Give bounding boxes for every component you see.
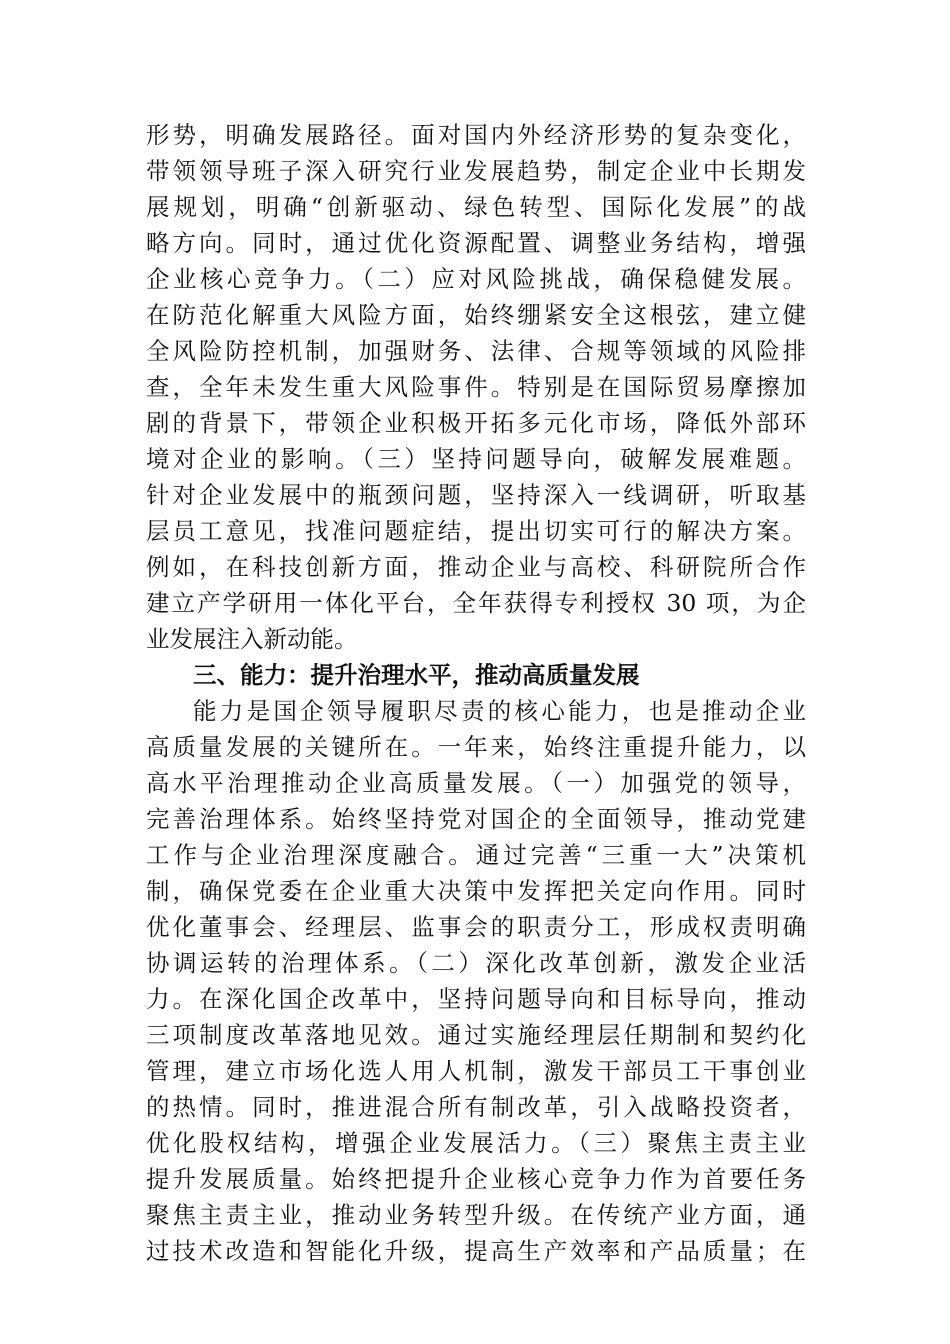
text-line: 高水平治理推动企业高质量发展。（一）加强党的领导， <box>146 769 806 797</box>
text-line: 全风险防控机制，加强财务、法律、合规等领域的风险排 <box>146 337 806 365</box>
section-heading: 三、能力：提升治理水平，推动高质量发展 <box>193 661 640 689</box>
text-line: 三项制度改革落地见效。通过实施经理层任期制和契约化 <box>146 1021 806 1049</box>
text-line: 在防范化解重大风险方面，始终绷紧安全这根弦，建立健 <box>146 301 806 329</box>
text-line: 工作与企业治理深度融合。通过完善“三重一大”决策机 <box>146 841 806 869</box>
text-line: 制，确保党委在企业重大决策中发挥把关定向作用。同时 <box>146 877 806 905</box>
text-line: 建立产学研用一体化平台，全年获得专利授权 30 项，为企 <box>146 589 806 617</box>
text-line: 查，全年未发生重大风险事件。特别是在国际贸易摩擦加 <box>146 373 806 401</box>
paragraph-1 <box>146 117 806 657</box>
text-line: 企业核心竞争力。（二）应对风险挑战，确保稳健发展。 <box>146 265 806 293</box>
text-line: 高质量发展的关键所在。一年来，始终注重提升能力，以 <box>146 733 806 761</box>
text-line: 形势，明确发展路径。面对国内外经济形势的复杂变化， <box>146 121 806 149</box>
text-line: 力。在深化国企改革中，坚持问题导向和目标导向，推动 <box>146 985 806 1013</box>
paragraph-2 <box>146 693 806 1269</box>
text-line: 优化股权结构，增强企业发展活力。（三）聚焦主责主业 <box>146 1129 806 1157</box>
text-line: 剧的背景下，带领企业积极开拓多元化市场，降低外部环 <box>146 409 806 437</box>
text-line: 提升发展质量。始终把提升企业核心竞争力作为首要任务 <box>146 1165 806 1193</box>
document-body <box>146 117 806 1269</box>
text-line: 针对企业发展中的瓶颈问题，坚持深入一线调研，听取基 <box>146 481 806 509</box>
text-line: 略方向。同时，通过优化资源配置、调整业务结构，增强 <box>146 229 806 257</box>
text-line: 带领领导班子深入研究行业发展趋势，制定企业中长期发 <box>146 157 806 185</box>
text-line: 展规划，明确“创新驱动、绿色转型、国际化发展”的战 <box>146 193 806 221</box>
text-line: 管理，建立市场化选人用人机制，激发干部员工干事创业 <box>146 1057 806 1085</box>
text-line: 例如，在科技创新方面，推动企业与高校、科研院所合作 <box>146 553 806 581</box>
text-line: 聚焦主责主业，推动业务转型升级。在传统产业方面，通 <box>146 1201 806 1229</box>
text-line: 业发展注入新动能。 <box>146 625 358 653</box>
text-line: 过技术改造和智能化升级，提高生产效率和产品质量；在 <box>146 1237 806 1265</box>
text-line: 能力是国企领导履职尽责的核心能力，也是推动企业 <box>193 697 806 725</box>
text-line: 层员工意见，找准问题症结，提出切实可行的解决方案。 <box>146 517 806 545</box>
text-line: 的热情。同时，推进混合所有制改革，引入战略投资者， <box>146 1093 806 1121</box>
text-line: 境对企业的影响。（三）坚持问题导向，破解发展难题。 <box>146 445 806 473</box>
text-line: 协调运转的治理体系。（二）深化改革创新，激发企业活 <box>146 949 806 977</box>
text-line: 优化董事会、经理层、监事会的职责分工，形成权责明确 <box>146 913 806 941</box>
text-line: 完善治理体系。始终坚持党对国企的全面领导，推动党建 <box>146 805 806 833</box>
